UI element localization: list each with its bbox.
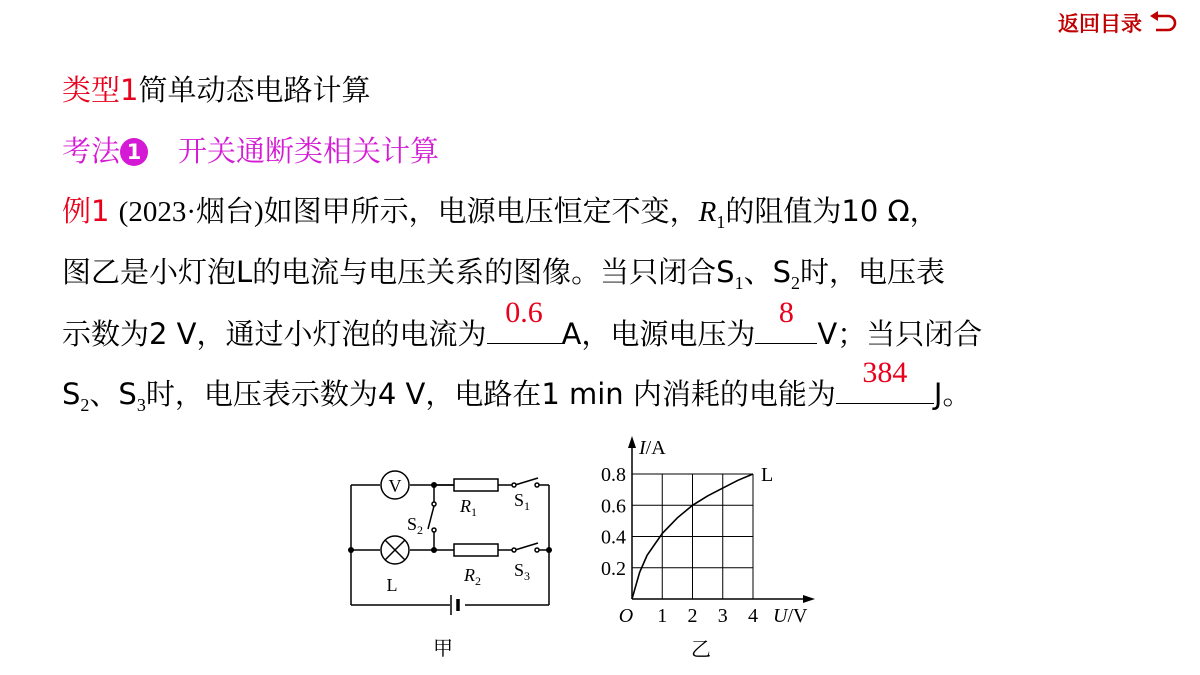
s3-label: $S_3$: [514, 560, 531, 583]
problem-text: 示数为2 V，通过小灯泡的电流为: [62, 317, 487, 351]
problem-text: 时，电压表示数为4 V，电路在1 min 内消耗的电能为: [145, 377, 836, 411]
answer-blank-1[interactable]: [487, 296, 562, 344]
origin-label: O: [618, 605, 634, 627]
subscript: 3: [136, 394, 146, 415]
series-label: L: [761, 464, 774, 486]
back-label: 返回目录: [1058, 12, 1142, 36]
problem-line-4: [62, 356, 972, 425]
problem-text: 如图甲所示，电源电压恒定不变，: [263, 194, 699, 228]
problem-text: A，电源电压为: [561, 317, 756, 351]
resistor-r1: [454, 479, 498, 491]
y-tick-label: 0.6: [601, 495, 626, 518]
answer-blank-3[interactable]: [836, 356, 934, 404]
r1-subscript: 1: [716, 211, 726, 232]
x-tick-label: 3: [717, 605, 728, 627]
subscript: 1: [734, 272, 744, 293]
section-heading: [62, 70, 370, 110]
problem-text: V；当只闭合: [817, 317, 983, 351]
switch-s2: [428, 506, 434, 529]
y-axis-label: I/A: [639, 437, 666, 459]
subscript: 2: [80, 394, 90, 415]
s2-label: $S_2$: [407, 514, 424, 537]
r2-label: $R_2$: [464, 565, 481, 588]
y-axis-arrow: [628, 436, 636, 448]
problem-text: 图乙是小灯泡L的电流与电压关系的图像。当只闭合S: [62, 255, 735, 289]
r1-label: $R_1$: [460, 496, 477, 519]
return-arrow-icon: [1148, 11, 1178, 35]
y-tick-label: 0.8: [601, 464, 626, 486]
x-tick-label: 2: [687, 605, 698, 627]
voltmeter-label: V: [388, 476, 402, 496]
type-label: 类型1: [62, 73, 139, 107]
problem-text: 、S: [89, 377, 137, 411]
example-label: 例1: [62, 194, 110, 228]
y-tick-label: 0.4: [601, 526, 626, 549]
method-title: 开关通断类相关计算: [178, 134, 440, 168]
current-voltage-chart: [585, 428, 835, 663]
answer-1: 0.6: [505, 296, 543, 329]
problem-line-1: [62, 191, 939, 242]
problem-text: 时，电压表: [799, 255, 945, 289]
x-tick-label: 4: [748, 605, 758, 627]
method-number-badge: 1: [120, 138, 148, 166]
resistor-r2: [454, 544, 498, 556]
r1-symbol: R: [698, 196, 717, 228]
problem-text: J。: [933, 377, 972, 411]
answer-blank-2[interactable]: [755, 296, 817, 344]
chart-caption: 乙: [691, 639, 711, 661]
answer-2: 8: [778, 296, 794, 329]
x-axis-label: U/V: [773, 605, 808, 627]
answer-3: 384: [862, 356, 908, 389]
method-heading: [62, 131, 439, 171]
method-label: 考法: [62, 134, 121, 168]
problem-text: S: [62, 377, 81, 411]
problem-source: (2023·烟台): [118, 196, 264, 228]
y-tick-label: 0.2: [601, 557, 626, 580]
problem-text: 、S: [743, 255, 791, 289]
problem-text: 的阻值为10 Ω，: [725, 194, 939, 228]
type-title: 简单动态电路计算: [138, 73, 371, 107]
subscript: 2: [790, 272, 800, 293]
circuit-diagram: [340, 455, 570, 665]
problem-line-3: [62, 296, 983, 354]
back-to-contents-button[interactable]: [1058, 8, 1178, 38]
x-tick-label: 1: [657, 605, 668, 627]
circuit-caption: 甲: [433, 638, 453, 660]
x-axis-arrow: [803, 595, 815, 603]
lamp-label: L: [386, 575, 398, 595]
s1-label: $S_1$: [514, 490, 531, 513]
